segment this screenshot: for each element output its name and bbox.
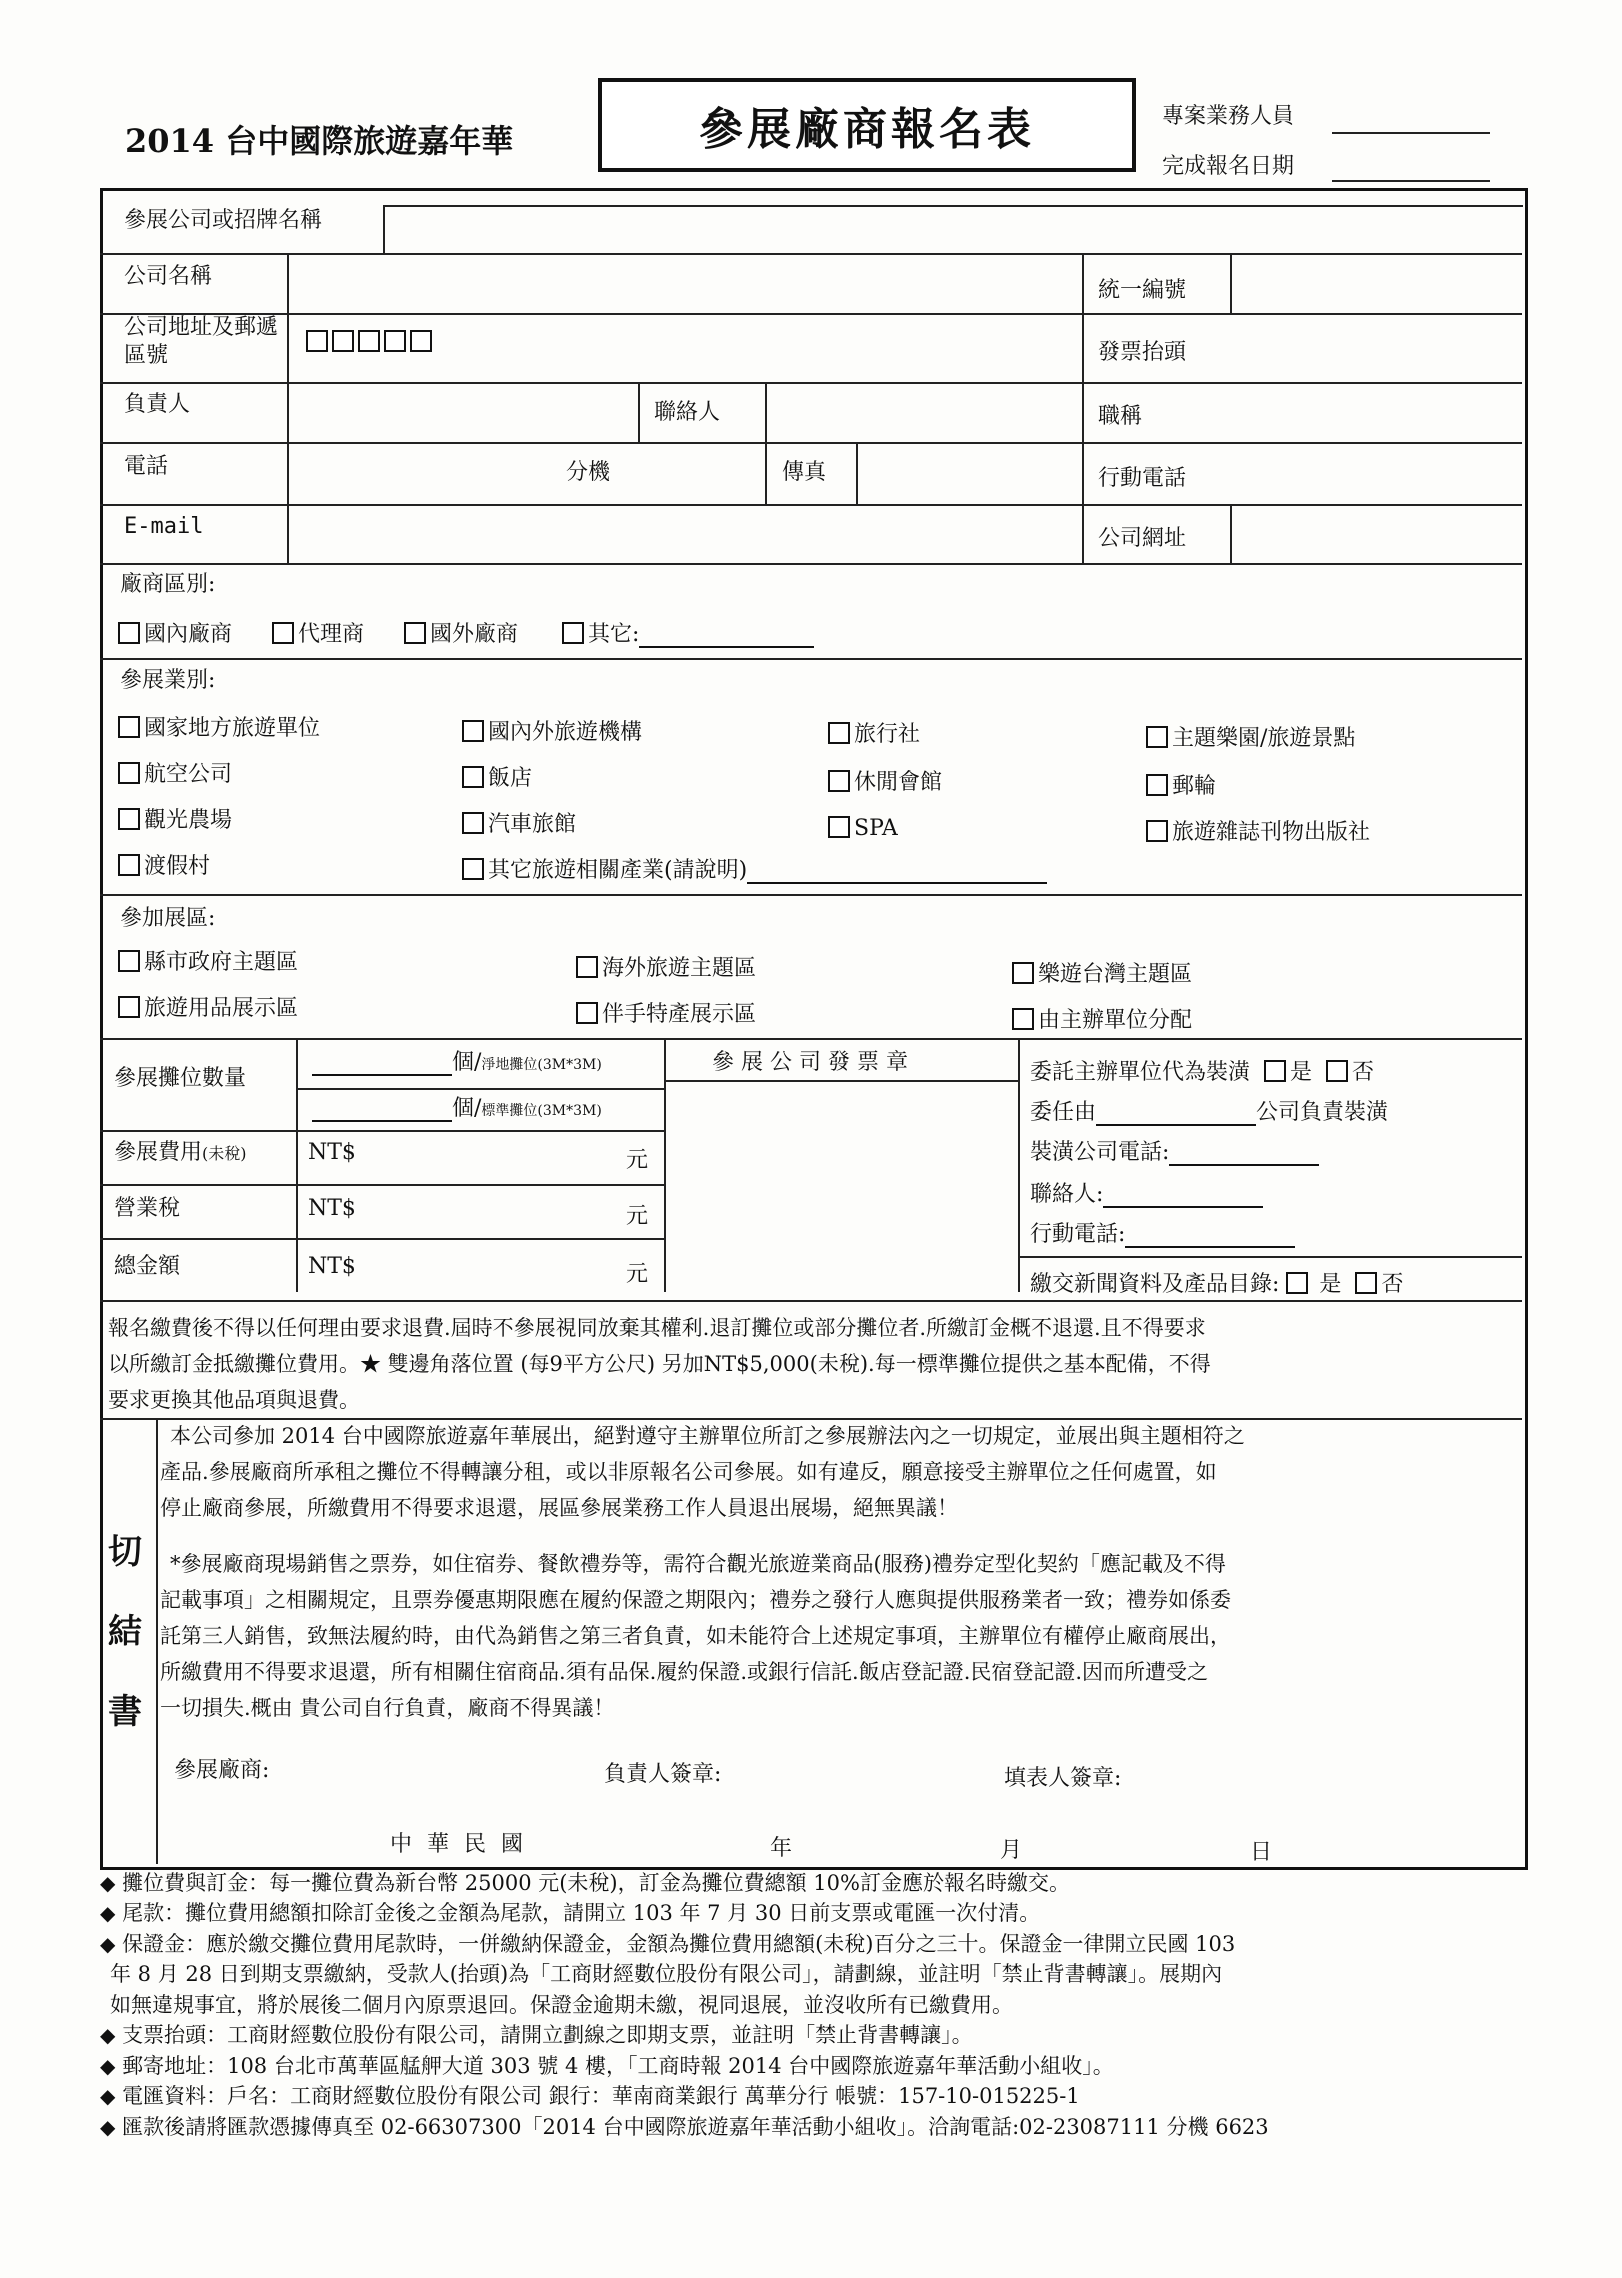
pledge-title-char: 書	[108, 1692, 142, 1732]
brand-label: 參展公司或招牌名稱	[124, 208, 323, 233]
zone-opt[interactable]: 旅遊用品展示區	[118, 996, 298, 1022]
vendor-opt-other[interactable]: 其它:	[562, 622, 814, 648]
pledge-para1: 停止廠商參展，所繳費用不得要求退還，展區參展業務工作人員退出展場，絕無異議！	[160, 1496, 958, 1520]
zone-opt[interactable]: 伴手特產展示區	[576, 1002, 756, 1028]
note-item: ◆ 尾款：攤位費用總額扣除訂金後之金額為尾款，請開立 103 年 7 月 30 日前支票或電匯一次付清。	[100, 1901, 1041, 1926]
pledge-para2: 一切損失.概由 貴公司自行負責，廠商不得異議！	[160, 1696, 615, 1720]
appoint-row[interactable]: 委任由 公司負責裝潢	[1030, 1100, 1389, 1125]
vendor-opt-agent[interactable]: 代理商	[272, 622, 364, 648]
note-item: 如無違規事宜，將於展後二個月內原票退回。保證金逾期未繳，視同退展，並沒收所有已繳費用。	[110, 1992, 1013, 2017]
industry-label: 參展業別:	[120, 668, 216, 693]
industry-opt[interactable]: 旅行社	[828, 722, 920, 748]
postal-code-boxes[interactable]	[306, 330, 436, 356]
vendor-sign-label[interactable]: 參展廠商:	[174, 1758, 270, 1783]
total-currency: NT$	[308, 1254, 356, 1279]
decor-yes-checkbox[interactable]	[1264, 1060, 1286, 1082]
refund-notice-line: 報名繳費後不得以任何理由要求退費.屆時不參展視同放棄其權利.退訂攤位或部分攤位者.所繳訂金概不退還.且不得要求	[108, 1316, 1206, 1340]
month-label: 月	[1000, 1838, 1023, 1863]
tax-currency: NT$	[308, 1196, 356, 1221]
checkbox[interactable]	[404, 622, 426, 644]
owner-sign-label[interactable]: 負責人簽章:	[604, 1762, 722, 1787]
pledge-para2: 託第三人銷售，致無法履約時，由代為銷售之第三者負責，如未能符合上述規定事項，主辦單位有權停止廠商展出，	[160, 1624, 1231, 1648]
form-title: 參展廠商報名表	[598, 78, 1136, 172]
phone-label: 電話	[124, 454, 169, 479]
industry-opt[interactable]: 國內外旅遊機構	[462, 720, 642, 746]
pledge-para2: 所繳費用不得要求退還，所有相關住宿商品.須有品保.履約保證.或銀行信託.飯店登記證.民宿登記證.因而所遭受之	[160, 1660, 1209, 1684]
address-label: 公司地址及郵遞區號	[124, 315, 279, 368]
industry-opt[interactable]: 主題樂園/旅遊景點	[1146, 726, 1355, 752]
tax-label: 營業稅	[114, 1196, 181, 1221]
vendor-type-label: 廠商區別:	[120, 572, 216, 597]
refund-notice-line: 要求更換其他品項與退費。	[108, 1388, 360, 1412]
invoice-stamp-label: 參 展 公 司 發 票 章	[712, 1050, 908, 1075]
zone-opt[interactable]: 樂遊台灣主題區	[1012, 962, 1192, 988]
filler-sign-label[interactable]: 填表人簽章:	[1004, 1766, 1122, 1791]
tax-id-label: 統一編號	[1098, 278, 1187, 303]
decor-phone-row[interactable]: 裝潢公司電話:	[1030, 1140, 1319, 1166]
industry-opt[interactable]: 飯店	[462, 766, 532, 792]
industry-opt[interactable]: 渡假村	[118, 854, 210, 880]
roc-label: 中 華 民 國	[390, 1832, 527, 1857]
zone-opt[interactable]: 由主辦單位分配	[1012, 1008, 1192, 1034]
industry-opt[interactable]: 休閒會館	[828, 770, 942, 796]
note-item: ◆ 匯款後請將匯款憑據傳真至 02-66307300「2014 台中國際旅遊嘉年華活動小組收」。洽詢電話:02-23087111 分機 6623	[100, 2114, 1269, 2139]
invoice-title-label: 發票抬頭	[1098, 340, 1187, 365]
total-yuan: 元	[626, 1262, 649, 1287]
booth-raw-row[interactable]: 個/淨地攤位(3M*3M)	[312, 1050, 602, 1076]
company-name-input[interactable]	[290, 256, 1080, 311]
vendor-opt-foreign[interactable]: 國外廠商	[404, 622, 518, 648]
checkbox[interactable]	[562, 622, 584, 644]
industry-opt-other[interactable]: 其它旅遊相關產業(請說明)	[462, 858, 1047, 884]
fee-currency: NT$	[308, 1140, 356, 1165]
booth-standard-row[interactable]: 個/標準攤位(3M*3M)	[312, 1096, 602, 1122]
industry-opt[interactable]: 觀光農場	[118, 808, 232, 834]
complete-date-label: 完成報名日期	[1162, 154, 1295, 179]
mobile-label: 行動電話	[1098, 466, 1187, 491]
day-label: 日	[1250, 1840, 1273, 1865]
tax-yuan: 元	[626, 1204, 649, 1229]
booth-fee-label: 參展費用(未稅)	[114, 1140, 247, 1165]
pledge-title-char: 結	[108, 1612, 142, 1652]
note-item: ◆ 郵寄地址：108 台北市萬華區艋舺大道 303 號 4 樓，「工商時報 2014 台中國際旅遊嘉年華活動小組收」。	[100, 2053, 1114, 2078]
zone-label: 參加展區:	[120, 906, 216, 931]
industry-opt[interactable]: 郵輪	[1146, 774, 1216, 800]
note-item: ◆ 攤位費與訂金：每一攤位費為新台幣 25000 元(未稅)，訂金為攤位費總額 10%訂金應於報名時繳交。	[100, 1871, 1070, 1895]
note-item: 年 8 月 28 日到期支票繳納，受款人(抬頭)為「工商財經數位股份有限公司」，請劃線，並註明「禁止背書轉讓」。展期內	[110, 1962, 1223, 1987]
staff-field[interactable]	[1332, 132, 1490, 134]
note-item: ◆ 支票抬頭：工商財經數位股份有限公司，請開立劃線之即期支票，並註明「禁止背書轉讓」。	[100, 2023, 973, 2048]
email-label: E-mail	[124, 514, 204, 539]
checkbox[interactable]	[118, 622, 140, 644]
press-no-checkbox[interactable]	[1355, 1272, 1377, 1294]
zone-opt[interactable]: 海外旅遊主題區	[576, 956, 756, 982]
zone-opt[interactable]: 縣市政府主題區	[118, 950, 298, 976]
tax-id-input[interactable]	[1233, 256, 1521, 311]
website-input[interactable]	[1233, 507, 1521, 561]
industry-opt[interactable]: 航空公司	[118, 762, 232, 788]
invoice-stamp-area[interactable]	[668, 1084, 1014, 1288]
pledge-para1: 產品.參展廠商所承租之攤位不得轉讓分租，或以非原報名公司參展。如有違反，願意接受主辦單位之任何處置，如	[160, 1460, 1217, 1484]
company-name-label: 公司名稱	[124, 264, 213, 289]
website-label: 公司網址	[1098, 526, 1187, 551]
complete-date-field[interactable]	[1332, 180, 1490, 182]
industry-opt[interactable]: 汽車旅館	[462, 812, 576, 838]
owner-label: 負責人	[124, 392, 191, 417]
pledge-title-char: 切	[108, 1532, 142, 1572]
position-label: 職稱	[1098, 404, 1143, 429]
fee-yuan: 元	[626, 1148, 649, 1173]
industry-opt[interactable]: SPA	[828, 816, 898, 842]
pledge-para1: 本公司參加 2014 台中國際旅遊嘉年華展出，絕對遵守主辦單位所訂之參展辦法內之一切規定，並展出與主題相符之	[170, 1424, 1245, 1448]
decor-no-checkbox[interactable]	[1326, 1060, 1348, 1082]
form-frame	[100, 188, 1528, 1870]
year-label: 年	[770, 1836, 793, 1861]
refund-notice-line: 以所繳訂金抵繳攤位費用。★ 雙邊角落位置 (每9平方公尺) 另加NT$5,000(未稅).每一標準攤位提供之基本配備，不得	[108, 1352, 1211, 1376]
ext-label: 分機	[566, 460, 611, 485]
contact-label: 聯絡人	[654, 400, 721, 425]
fax-label: 傳真	[782, 460, 827, 485]
checkbox[interactable]	[272, 622, 294, 644]
brand-input[interactable]	[383, 205, 1523, 255]
notes-list	[100, 1868, 1520, 2142]
booth-count-label: 參展攤位數量	[114, 1066, 247, 1091]
note-item: ◆ 電匯資料：戶名：工商財經數位股份有限公司 銀行：華南商業銀行 萬華分行 帳號：157-10-015225-1	[100, 2084, 1080, 2109]
vendor-opt-domestic[interactable]: 國內廠商	[118, 622, 232, 648]
pledge-para2: 記載事項」之相關規定，且票券優惠期限應在履約保證之期限內；禮券之發行人應與提供服務業者一致；禮券如係委	[160, 1588, 1231, 1612]
event-title: 2014 台中國際旅遊嘉年華	[125, 122, 514, 160]
pledge-para2: *參展廠商現場銷售之票券，如住宿券、餐飲禮券等，需符合觀光旅遊業商品(服務)禮券定型化契約「應記載及不得	[170, 1552, 1226, 1576]
email-input[interactable]	[290, 507, 1080, 561]
industry-opt[interactable]: 國家地方旅遊單位	[118, 716, 320, 742]
staff-label: 專案業務人員	[1162, 104, 1295, 129]
note-item: ◆ 保證金：應於繳交攤位費用尾款時，一併繳納保證金，金額為攤位費用總額(未稅)百分之三十。保證金一律開立民國 103	[100, 1931, 1236, 1956]
press-yes-checkbox[interactable]	[1286, 1272, 1308, 1294]
total-label: 總金額	[114, 1254, 181, 1279]
decor-mobile-row[interactable]: 行動電話:	[1030, 1222, 1295, 1248]
decor-contact-row[interactable]: 聯絡人:	[1030, 1182, 1263, 1208]
decor-question: 委託主辦單位代為裝潢 是 否	[1030, 1060, 1375, 1085]
industry-opt[interactable]: 旅遊雜誌刊物出版社	[1146, 820, 1370, 846]
press-question: 繳交新聞資料及產品目錄: 是 否	[1030, 1272, 1404, 1297]
